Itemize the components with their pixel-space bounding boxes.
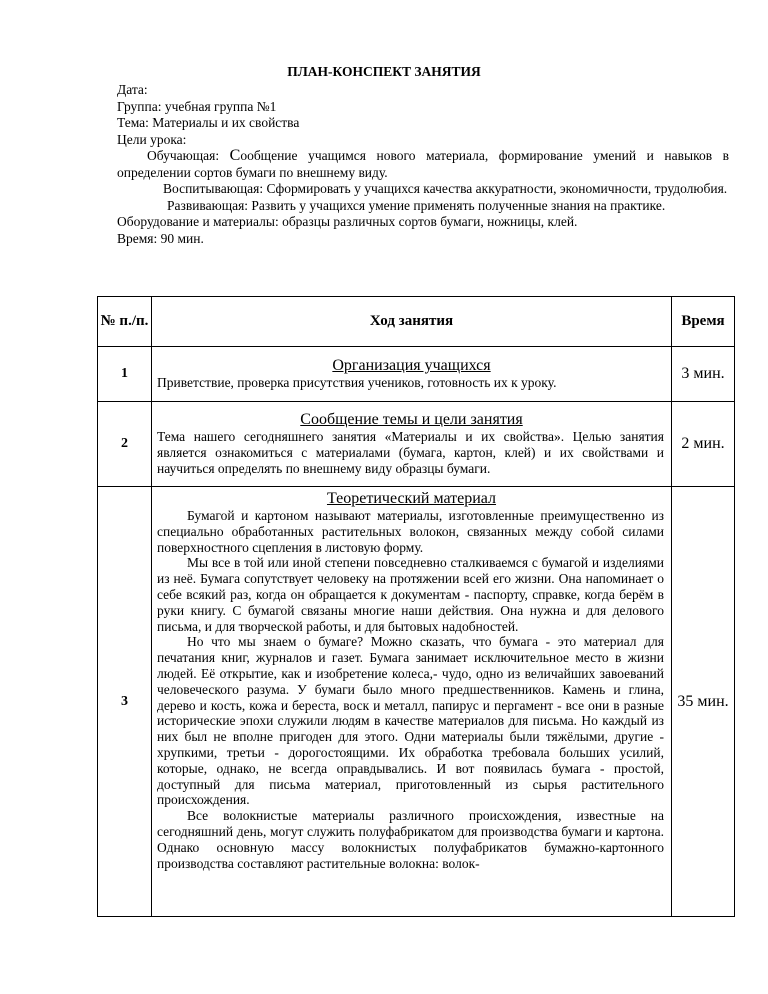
section-text [157, 508, 664, 871]
section-paragraph: Мы все в той или иной степени повседневно сталкиваемся с бумагой и изделиями из неё. Бумага сопутствует человеку на протяжении всей его жизни. Она напоминает о себе всякий раз, когда он обращается к документам - паспорту, справке, когда берём в руки книгу. С бумагой связаны многие наши действия. Она нужна и для делового письма, и для творческой работы, и для бытовых надобностей. [157, 555, 664, 634]
goal-teaching-initial: С [229, 147, 241, 164]
row-content [152, 487, 672, 917]
row-time: 2 мин. [672, 402, 735, 487]
date-line: Дата: [117, 82, 148, 97]
topic-line: Тема: Материалы и их свойства [117, 115, 300, 130]
section-paragraph: Все волокнистые материалы различного происхождения, известные на сегодняшний день, могут служить полуфабрикатом для производства бумаги и картона. Однако основную массу волокнистых полуфабрикатов бумажно-картонного производства составляют растительные волокна: волок- [157, 808, 664, 871]
table-row [98, 347, 735, 402]
section-text [157, 375, 664, 391]
section-title: Сообщение темы и цели занятия [300, 411, 523, 429]
time-line: Время: 90 мин. [117, 230, 204, 246]
row-num: 1 [98, 347, 152, 402]
header-course: Ход занятия [152, 297, 672, 347]
goal-teaching [117, 148, 729, 181]
goal-developing: Развивающая: Развить у учащихся умение применять полученные знания на практике. [167, 197, 666, 213]
header-time: Время [672, 297, 735, 347]
equipment-line: Оборудование и материалы: образцы различных сортов бумаги, ножницы, клей. [117, 214, 578, 229]
lesson-plan-table [97, 296, 735, 917]
goal-teaching-text: ообщение учащимся нового материала, формирование умений и навыков в определении сортов бумаги по внешнему виду. [117, 148, 730, 180]
lesson-header [117, 82, 729, 247]
row-num: 3 [98, 487, 152, 917]
row-time: 3 мин. [672, 347, 735, 402]
section-paragraph: Но что мы знаем о бумаге? Можно сказать, что бумага - это материал для печатания книг, журналов и газет. Бумага занимает исключительное место в жизни людей. Её открытие, как и изобретение колеса,- чудо, одно из величайших завоеваний человеческого разума. У бумаги было много предшественников. Камень и глина, дерево и кость, кожа и береста, воск и металл, папирус и пергамент - все они в разные исторические эпохи служили людям в качестве материалов для письма. Но каждый из них был не вполне пригоден для этого. Одни материалы были тяжёлыми, другие - хрупкими, третьи - дорогостоящими. Их обработка требовала больших усилий, которые, однако, не всегда оправдывались. И вот появилась бумага - простой, доступный для письма материал, приготовленный из сырья растительного происхождения. [157, 634, 664, 808]
section-title: Теоретический материал [326, 490, 497, 507]
row-num: 2 [98, 402, 152, 487]
section-title: Организация учащихся [332, 357, 491, 375]
group-line: Группа: учебная группа №1 [117, 98, 277, 114]
table-header-row [98, 297, 735, 347]
row-content [152, 347, 672, 402]
page-title: ПЛАН-КОНСПЕКТ ЗАНЯТИЯ [287, 64, 481, 79]
section-text [157, 429, 664, 476]
goal-teaching-prefix: Обучающая: [147, 148, 230, 163]
goals-label: Цели урока: [117, 131, 187, 147]
row-time: 35 мин. [672, 487, 735, 917]
section-paragraph: Тема нашего сегодняшнего занятия «Материалы и их свойства». Целью занятия является ознакомиться с материалами (бумага, картон, клей) и их свойствами и научиться определять по внешнему виду образцы бумаги. [157, 429, 664, 476]
section-paragraph: Бумагой и картоном называют материалы, изготовленные преимущественно из специально обработанных растительных волокон, связанных между собой силами поверхностного сцепления в листовую форму. [157, 508, 664, 555]
table-row [98, 402, 735, 487]
goal-upbringing: Воспитывающая: Сформировать у учащихся качества аккуратности, экономичности, трудолюбия. [163, 181, 728, 196]
row-content [152, 402, 672, 487]
table-row [98, 487, 735, 917]
header-num: № п./п. [98, 297, 152, 347]
section-paragraph: Приветствие, проверка присутствия учеников, готовность их к уроку. [157, 375, 557, 391]
